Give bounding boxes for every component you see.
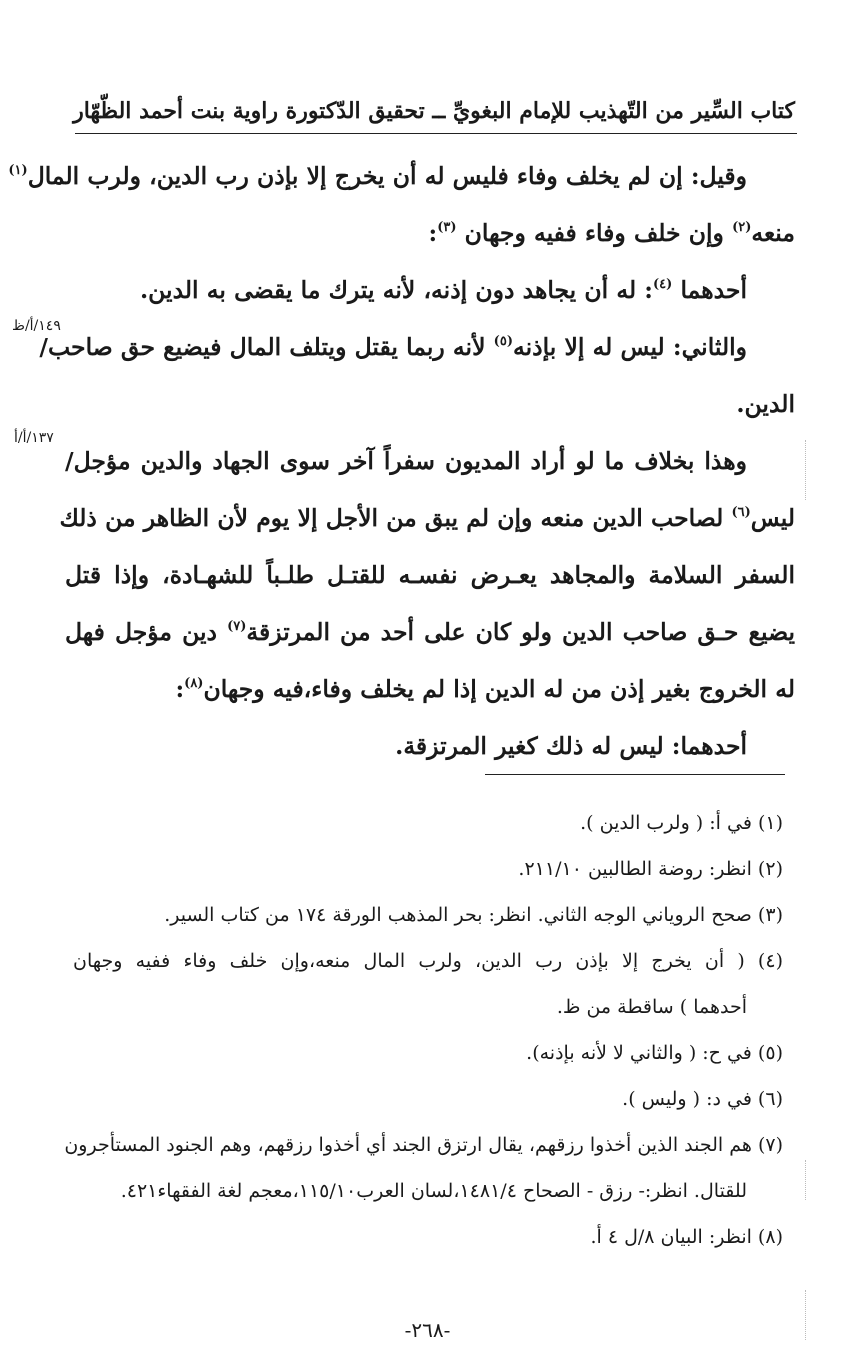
- footnote: (٥) في ح: ( والثاني لا لأنه بإذنه).: [526, 1042, 783, 1064]
- text-line: السفر السلامة والمجاهد يعـرض نفسـه للقتـل طلـباً للشهـادة، وإذا قتل: [65, 561, 795, 589]
- text-line: أحدهما $^{(٤)}$: له أن يجاهد دون إذنه، لأنه يترك ما يقضى به الدين.: [139, 276, 747, 304]
- footnote: (١) في أ: ( ولرب الدين ).: [580, 812, 783, 834]
- scan-artifact: [805, 1160, 807, 1200]
- footnote-continuation: أحدهما ) ساقطة من ظ.: [556, 996, 747, 1018]
- footnote: (٦) في د: ( وليس ).: [622, 1088, 783, 1110]
- footnote-ref: (٣): [437, 220, 457, 235]
- text-line: يضيع حـق صاحب الدين ولو كان على أحد من المرتزقة$^{(٧)}$ دين مؤجل فهل: [65, 618, 795, 646]
- text-line: ليس$^{(٦)}$ لصاحب الدين منعه وإن لم يبق من الأجل إلا يوم لأن الظاهر من ذلك: [59, 504, 795, 532]
- text-line: وقيل: إن لم يخلف وفاء فليس له أن يخرج إلا بإذن رب الدين، ولرب المال$^{(١)}$: [8, 162, 747, 190]
- text-line: له الخروج بغير إذن من له الدين إذا لم يخلف وفاء،فيه وجهان$^{(٨)}$:: [175, 675, 795, 703]
- header-divider: [75, 133, 797, 134]
- footnote: (٧) هم الجند الذين أخذوا رزقهم، يقال ارتزق الجند أي أخذوا رزقهم، وهم الجنود المستأجرون: [64, 1134, 783, 1156]
- scan-artifact: [805, 1290, 807, 1340]
- footnote-divider: [485, 774, 785, 775]
- footnote: (٣) صحح الروياني الوجه الثاني. انظر: بحر المذهب الورقة ١٧٤ من كتاب السير.: [164, 904, 783, 926]
- footnote-ref: (٤): [652, 277, 673, 292]
- footnote-ref: (٦): [731, 505, 751, 520]
- footnote-ref: (٥): [493, 334, 513, 349]
- text-line: وهذا بخلاف ما لو أراد المديون سفراً آخر سوى الجهاد والدين مؤجل/: [65, 447, 747, 475]
- footnotes: [64, 800, 783, 1260]
- running-header: كتاب السِّير من التّهذيب للإمام البغويِّ ــ تحقيق الدّكتورة راوية بنت أحمد الظّهّار: [73, 98, 795, 124]
- margin-folio-note: ١٤٩/أ/ظ: [12, 318, 61, 334]
- page-number: -٢٦٨-: [404, 1318, 451, 1342]
- text-line: منعه$^{(٢)}$ وإن خلف وفاء ففيه وجهان $^{(٣)}$:: [428, 219, 795, 247]
- footnote: (٢) انظر: روضة الطالبين ٢١١/١٠.: [518, 858, 783, 880]
- text-line: أحدهما: ليس له ذلك كغير المرتزقة.: [395, 732, 747, 760]
- text-line: الدين.: [736, 390, 795, 418]
- footnote: (٤) ( أن يخرج إلا بإذن رب الدين، ولرب المال منعه،وإن خلف وفاء ففيه وجهان: [73, 950, 783, 972]
- scan-artifact: [805, 440, 807, 500]
- footnote-ref: (٨): [184, 676, 204, 691]
- footnote: (٨) انظر: البيان ٨/ل ٤ أ.: [590, 1226, 783, 1248]
- footnote-continuation: للقتال. انظر:- رزق - الصحاح ١٤٨١/٤،لسان العرب١١٥/١٠،معجم لغة الفقهاء٤٢١.: [120, 1180, 747, 1202]
- footnote-ref: (١): [8, 163, 28, 178]
- margin-folio-note: ١٣٧/أ/أ: [14, 430, 54, 446]
- text-line: والثاني: ليس له إلا بإذنه$^{(٥)}$ لأنه ربما يقتل ويتلف المال فيضيع حق صاحب/: [39, 333, 747, 361]
- footnote-ref: (٧): [227, 619, 247, 634]
- footnote-ref: (٢): [732, 220, 752, 235]
